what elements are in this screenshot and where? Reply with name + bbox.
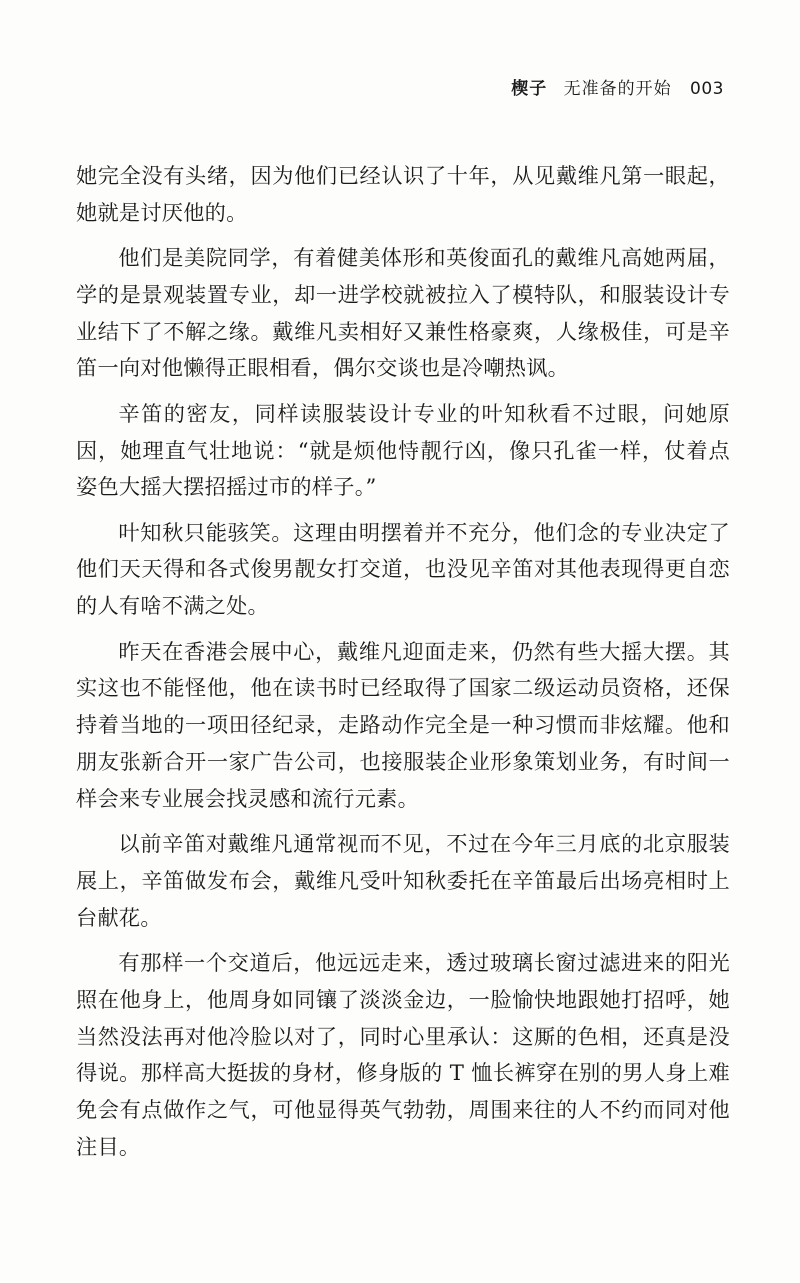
chapter-title: 无准备的开始 xyxy=(563,79,672,99)
chapter-label: 楔子 xyxy=(511,79,548,99)
paragraph: 昨天在香港会展中心，戴维凡迎面走来，仍然有些大摇大摆。其实这也不能怪他，他在读书时已经取得了国家二级运动员资格，还保持着当地的一项田径纪录，走路动作完全是一种习惯而非炫耀。他和朋友张新合开一家广告公司，也接服装企业形象策划业务，有时间一样会来专业展会找灵感和流行元素。 xyxy=(76,638,730,811)
paragraph: 以前辛笛对戴维凡通常视而不见，不过在今年三月底的北京服装展上，辛笛做发布会，戴维凡受叶知秋委托在辛笛最后出场亮相时上台献花。 xyxy=(76,831,730,930)
paragraph: 辛笛的密友，同样读服装设计专业的叶知秋看不过眼，问她原因，她理直气壮地说：“就是烦他恃靓行凶，像只孔雀一样，仗着点姿色大摇大摆招摇过市的样子。” xyxy=(76,400,730,500)
paragraph: 他们是美院同学，有着健美体形和英俊面孔的戴维凡高她两届，学的是景观装置专业，却一进学校就被拉入了模特队，和服装设计专业结下了不解之缘。戴维凡卖相好又兼性格豪爽，人缘极佳，可是辛笛一向对他懒得正眼相看，偶尔交谈也是冷嘲热讽。 xyxy=(76,245,730,381)
paragraph: 叶知秋只能骇笑。这理由明摆着并不充分，他们念的专业决定了他们天天得和各式俊男靓女打交道，也没见辛笛对其他表现得更自恋的人有啥不满之处。 xyxy=(76,519,730,619)
paragraph: 有那样一个交道后，他远远走来，透过玻璃长窗过滤进来的阳光照在他身上，他周身如同镶了淡淡金边，一脸愉快地跟她打招呼，她当然没法再对他冷脸以对了，同时心里承认：这厮的色相，还真是没得说。那样高大挺拔的身材，修身版的 T 恤长裤穿在别的男人身上难免会有点做作之气，可他显得英气勃勃，周围来往的人不约而同对他注目。 xyxy=(76,949,730,1159)
paragraph: 她完全没有头绪，因为他们已经认识了十年，从见戴维凡第一眼起，她就是讨厌他的。 xyxy=(76,163,730,225)
body-text xyxy=(76,158,730,1174)
running-header xyxy=(511,74,724,99)
page-number: 003 xyxy=(690,79,724,99)
